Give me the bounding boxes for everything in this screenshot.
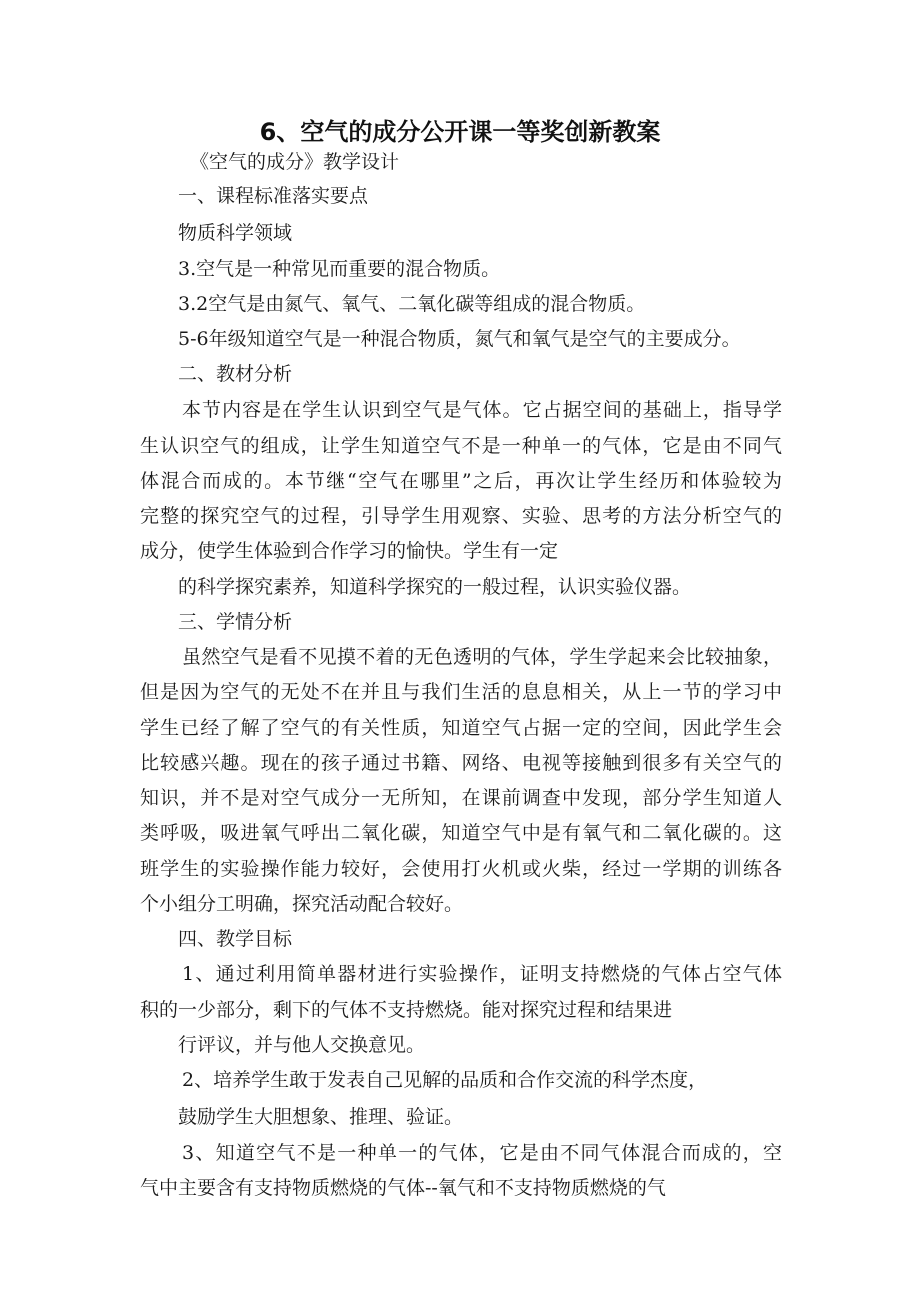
paragraph-line: 个小组分工明确，探究活动配合较好。 <box>140 893 464 915</box>
section-heading: 四、教学目标 <box>178 928 293 950</box>
paragraph-line: 学生已经了解了空气的有关性质，知道空气占据一定的空间，因此学生会 <box>140 717 782 739</box>
paragraph-line: 类呼吸，吸进氧气呼出二氧化碳，知道空气中是有氧气和二氧化碳的。这 <box>140 822 782 844</box>
paragraph-line: 比较感兴趣。现在的孩子通过书籍、网络、电视等接触到很多有关空气的 <box>140 752 782 774</box>
paragraph-line: 本节内容是在学生认识到空气是气体。它占据空间的基础上，指导学 <box>182 399 782 421</box>
paragraph-line: 3、知道空气不是一种单一的气体，它是由不同气体混合而成的，空 <box>182 1142 782 1164</box>
section-heading: 一、课程标准落实要点 <box>178 185 369 207</box>
paragraph-line: 生认识空气的组成，让学生知道空气不是一种单一的气体，它是由不同气 <box>140 435 782 457</box>
paragraph-line: 知识，并不是对空气成分一无所知，在课前调查中发现，部分学生知道人 <box>140 787 782 809</box>
section-heading: 三、学情分析 <box>178 611 293 633</box>
paragraph-line: 1、通过利用简单器材进行实验操作，证明支持燃烧的气体占空气体 <box>182 963 782 985</box>
paragraph-line: 完整的探究空气的过程，引导学生用观察、实验、思考的方法分析空气的 <box>140 505 782 527</box>
paragraph-line: 2、培养学生敢于发表自己见解的品质和合作交流的科学杰度， <box>182 1069 708 1091</box>
text-line: 物质科学领域 <box>178 222 293 244</box>
paragraph-line: 行评议，并与他人交换意见。 <box>178 1034 426 1056</box>
text-line: 5-6年级知道空气是一种混合物质，氮气和氧气是空气的主要成分。 <box>178 328 741 350</box>
paragraph-line: 体混合而成的。本节继“空气在哪里”之后，再次让学生经历和体验较为 <box>140 470 782 492</box>
text-line: 《空气的成分》教学设计 <box>190 151 400 173</box>
paragraph-line: 积的一少部分，剩下的气体不支持燃烧。能对探究过程和结果进 <box>140 999 673 1021</box>
paragraph-line: 虽然空气是看不见摸不着的无色透明的气体，学生学起来会比较抽象， <box>182 646 782 668</box>
document-title: 6、空气的成分公开课一等奖创新教案 <box>259 118 661 146</box>
paragraph-line: 班学生的实验操作能力较好，会使用打火机或火柴，经过一学期的训练各 <box>140 858 782 880</box>
paragraph-line: 鼓励学生大胆想象、推理、验证。 <box>178 1106 464 1128</box>
paragraph-line: 气中主要含有支持物质燃烧的气体--氧气和不支持物质燃烧的气 <box>140 1177 666 1199</box>
paragraph-line: 成分，使学生体验到合作学习的愉快。学生有一定 <box>140 540 559 562</box>
text-line: 3.2空气是由氮气、氧气、二氧化碳等组成的混合物质。 <box>178 293 646 315</box>
paragraph-line: 但是因为空气的无处不在并且与我们生活的息息相关，从上一节的学习中 <box>140 681 782 703</box>
paragraph-line: 的科学探究素养，知道科学探究的一般过程，认识实验仪器。 <box>178 576 692 598</box>
text-line: 3.空气是一种常见而重要的混合物质。 <box>178 258 501 280</box>
section-heading: 二、教材分析 <box>178 363 293 385</box>
